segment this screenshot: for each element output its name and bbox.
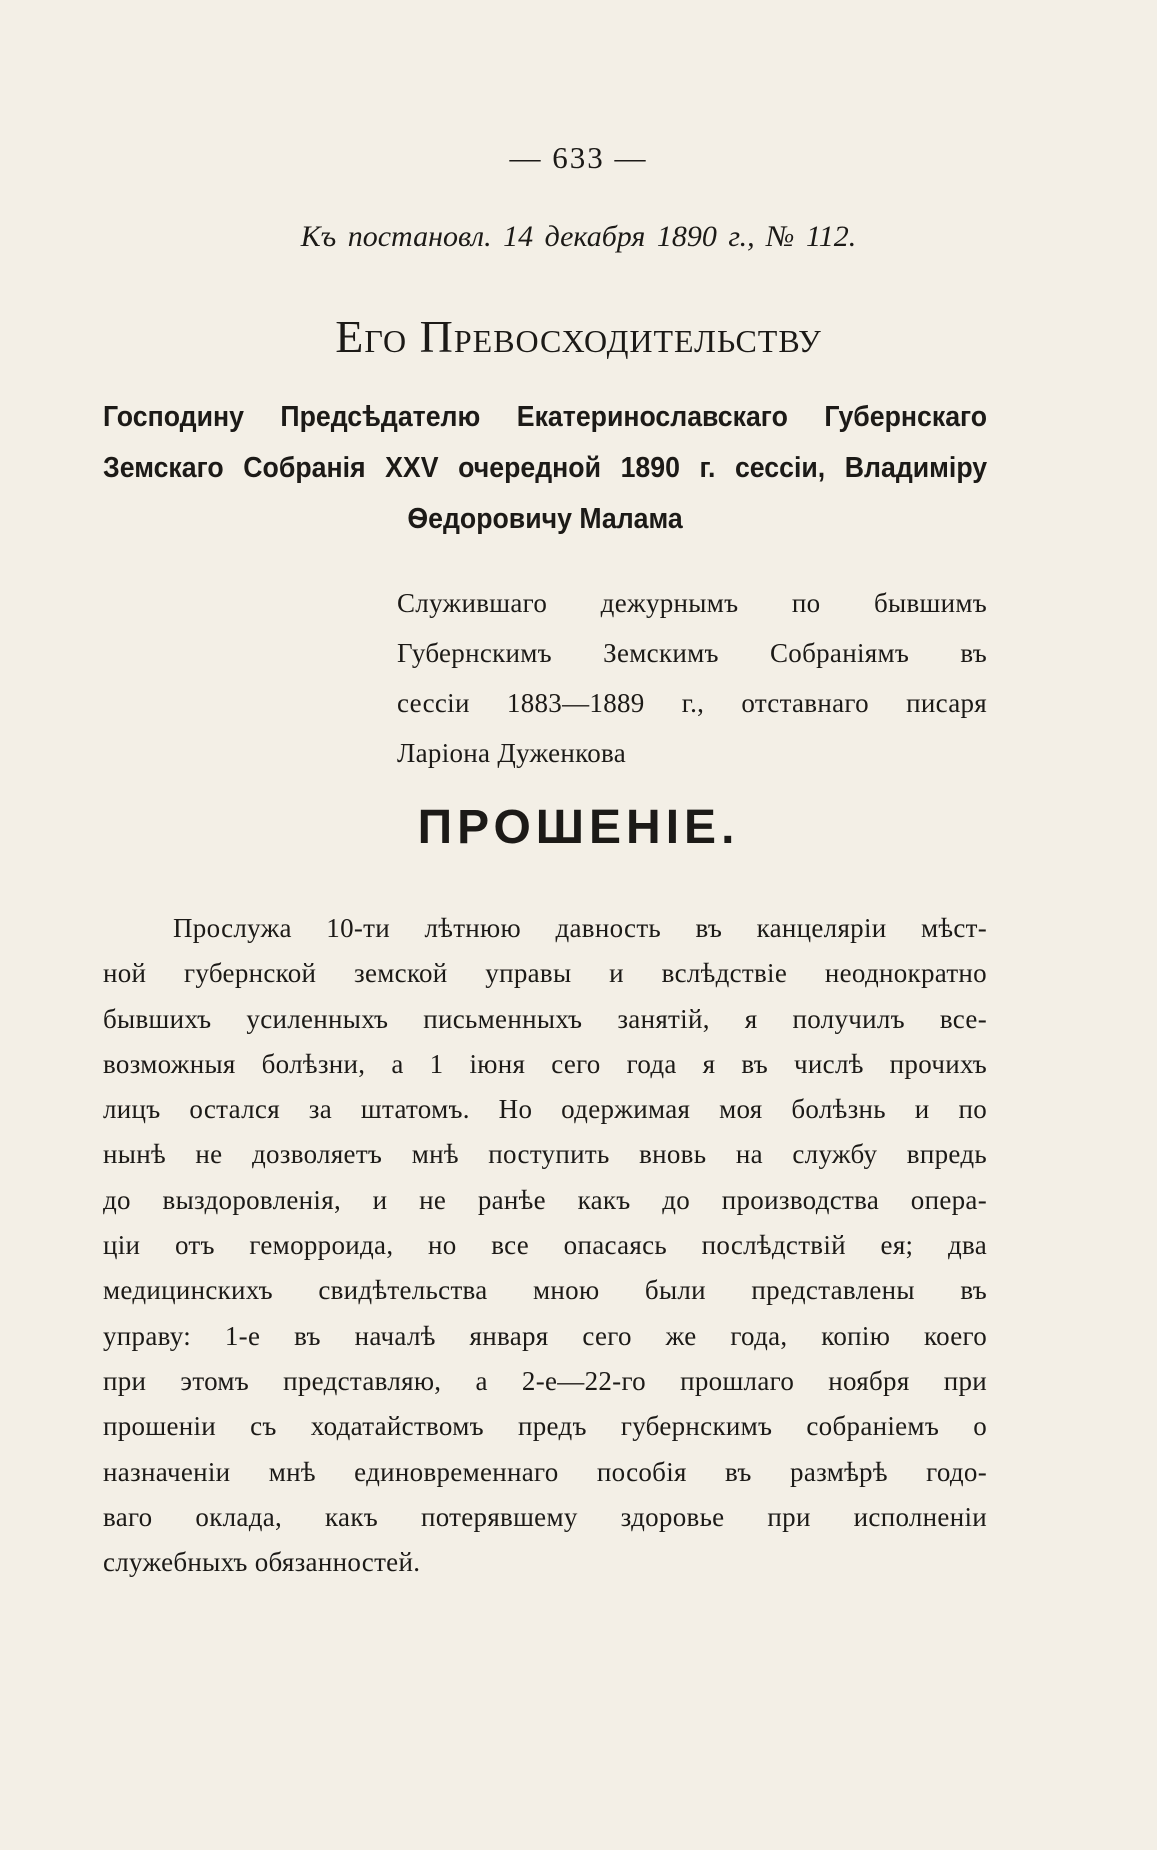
body-line: ваго оклада, какъ потерявшему здоровье при исполненіи [103,1501,987,1532]
body-line: ной губернской земской управы и вслѣдствіе неоднократно [103,958,987,989]
body-line: служебныхъ обязанностей. [103,1547,421,1578]
body-line: медицинскихъ свидѣтельства мною были представлены въ [103,1275,987,1306]
body-line: возможныя болѣзни, а 1 іюня сего года я въ числѣ прочихъ [103,1048,987,1079]
body-line: прошеніи съ ходатайствомъ предъ губернскимъ собраніемъ о [103,1411,987,1442]
body-line: Прослужа 10-ти лѣтнюю давность въ канцеляріи мѣст- [173,913,987,943]
addressee-block: Господину Предсѣдателю Екатеринославскаго Губернскаго Земскаго Собранія XXV очередной 1890 г. сессіи, Владиміру Ѳедоровичу Малама [103,401,988,535]
body-line: лицъ остался за штатомъ. Но одержимая моя болѣзнь и по [103,1094,987,1125]
body-line: до выздоровленія, и не ранѣе какъ до производства опера- [103,1184,987,1215]
petitioner-line: сессіи 1883—1889 г., отставнаго писаря [397,688,987,718]
body-line: управу: 1-е въ началѣ января сего же года, копію коего [103,1320,987,1351]
petition-body [103,906,987,1585]
addressee-title: Его Превосходительству [335,311,822,362]
petitioner-line: Служившаго дежурнымъ по бывшимъ [397,588,987,618]
body-line: бывшихъ усиленныхъ письменныхъ занятій, я получилъ все- [103,1003,987,1034]
resolution-reference: Къ постановл. 14 декабря 1890 г., № 112. [300,220,857,253]
petitioner-block [397,578,987,778]
body-line: назначеніи мнѣ единовременнаго пособія въ размѣрѣ годо- [103,1456,987,1487]
body-line: нынѣ не дозволяетъ мнѣ поступить вновь на службу впредь [103,1139,987,1170]
page-number: — 633 — [509,140,648,175]
petitioner-line: Губернскимъ Земскимъ Собраніямъ въ [397,638,987,668]
petitioner-line: Ларіона Дуженкова [397,738,626,768]
body-line: при этомъ представляю, а 2-е—22-го прошлаго ноября при [103,1365,987,1396]
document-heading: ПРОШЕНІЕ. [417,801,740,854]
body-line: ціи отъ геморроида, но все опасаясь послѣдствій ея; два [103,1230,987,1261]
